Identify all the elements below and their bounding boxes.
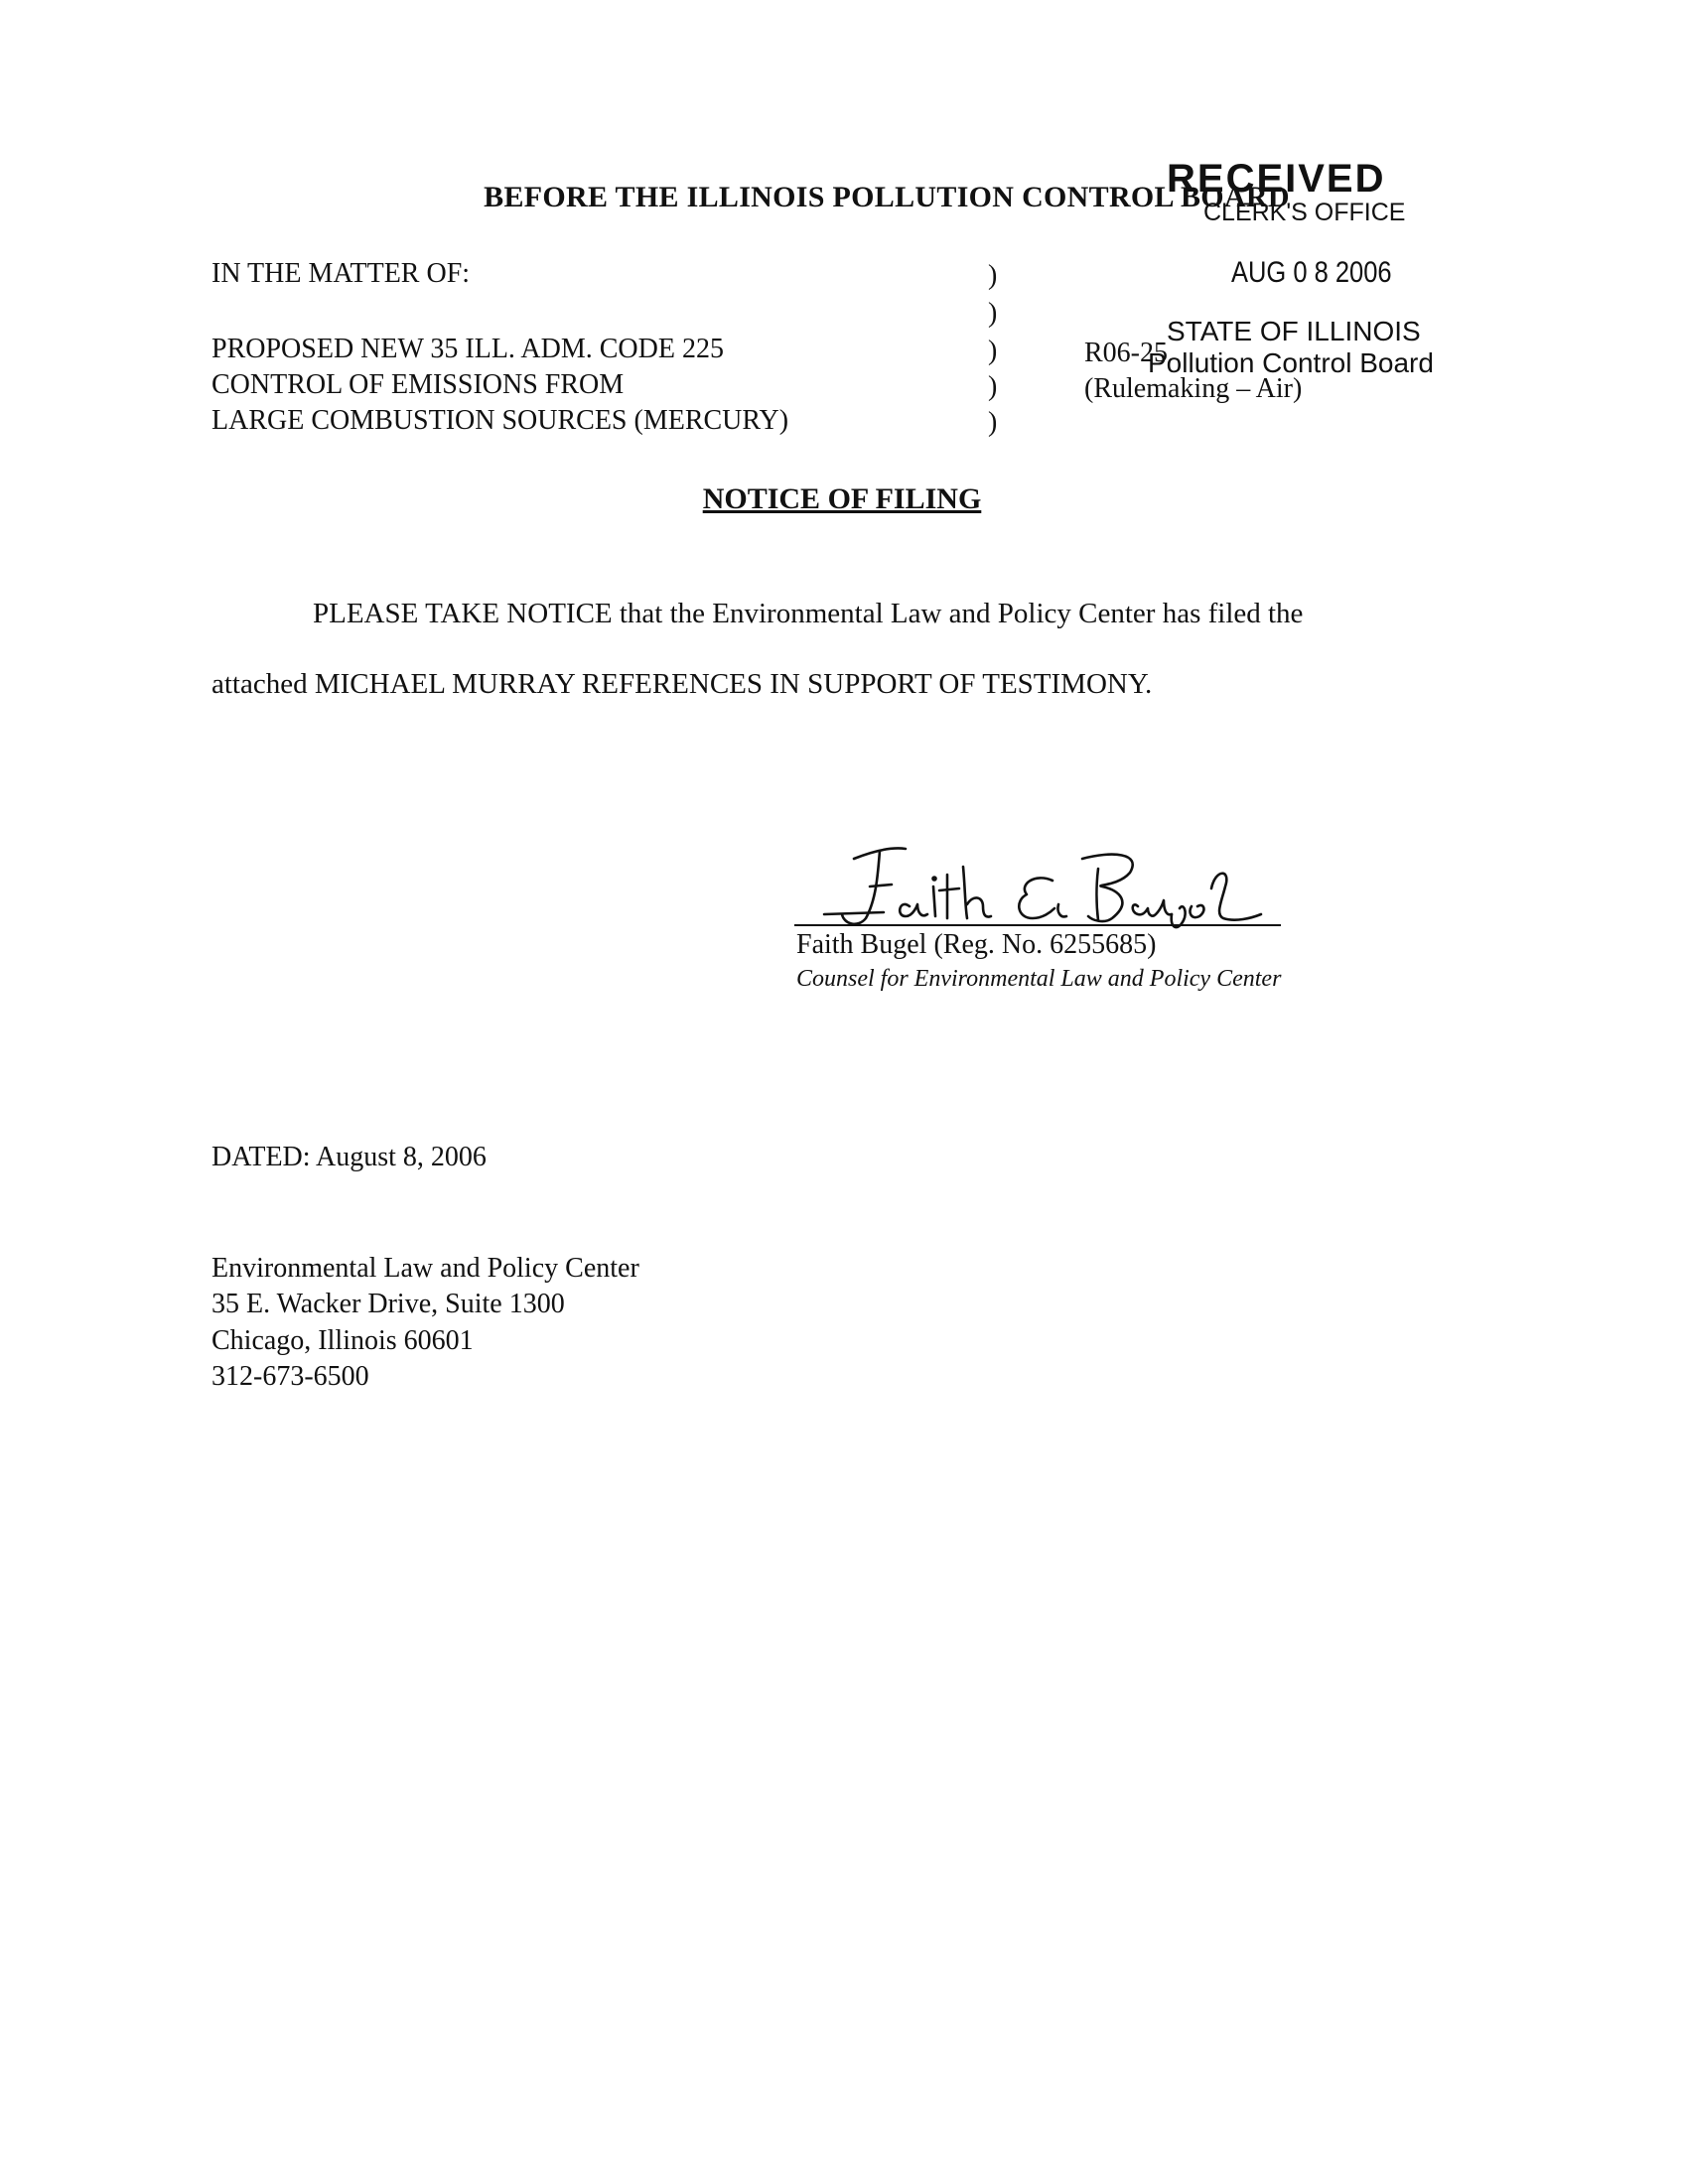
stamp-state: STATE OF ILLINOIS (1167, 316, 1421, 346)
stamp-date: AUG 0 8 2006 (1231, 256, 1392, 289)
notice-line1: PLEASE TAKE NOTICE that the Environmental Law and Policy Center has filed the (313, 598, 1304, 629)
docket-type: (Rulemaking – Air) (1084, 373, 1303, 404)
address-org: Environmental Law and Policy Center (211, 1253, 639, 1284)
caption-matter: IN THE MATTER OF: (211, 258, 471, 289)
caption-paren: ) (988, 407, 998, 438)
caption-proposed-line3: LARGE COMBUSTION SOURCES (MERCURY) (211, 405, 789, 436)
signature-line (794, 924, 1281, 926)
caption-paren: ) (988, 371, 998, 402)
address-city: Chicago, Illinois 60601 (211, 1325, 474, 1356)
docket-number: R06-25 (1084, 338, 1168, 368)
address-street: 35 E. Wacker Drive, Suite 1300 (211, 1289, 565, 1319)
stamp-office: CLERK'S OFFICE (1203, 199, 1406, 226)
signer-title: Counsel for Environmental Law and Policy Center (796, 966, 1282, 992)
stamp-received: RECEIVED (1167, 157, 1386, 201)
caption-paren: ) (988, 260, 998, 291)
page-title-text: BEFORE THE ILLINOIS POLLUTION CONTROL BOARD (484, 181, 1290, 213)
dated-line: DATED: August 8, 2006 (211, 1142, 487, 1172)
caption-paren: ) (988, 336, 998, 366)
caption-proposed-line2: CONTROL OF EMISSIONS FROM (211, 369, 625, 400)
notice-line2: attached MICHAEL MURRAY REFERENCES IN SUPPORT OF TESTIMONY. (211, 668, 1153, 700)
page-title (0, 181, 1684, 214)
caption-paren: ) (988, 298, 998, 329)
signature-image (814, 829, 1281, 938)
notice-title: NOTICE OF FILING (702, 482, 982, 515)
address-phone: 312-673-6500 (211, 1361, 369, 1392)
signer-name: Faith Bugel (Reg. No. 6255685) (796, 929, 1157, 960)
caption-proposed-line1: PROPOSED NEW 35 ILL. ADM. CODE 225 (211, 334, 724, 364)
stamp-board: Pollution Control Board (1148, 347, 1434, 378)
